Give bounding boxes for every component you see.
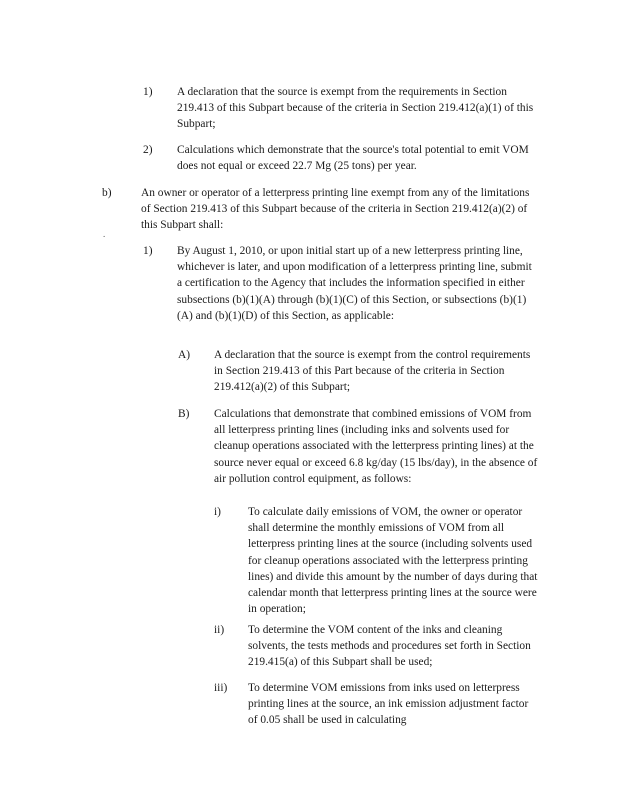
item-marker: ii) <box>214 624 225 636</box>
item-marker: b) <box>102 187 112 199</box>
item-text: By August 1, 2010, or upon initial start up of a new letterpress printing line, whichever is later, and upon modification of a letterpress printing line, submit a certification to the Agency that includes the information specified in either subsections (b)(1)(A) through (b)(1)(C) of this Section, or subsections (b)(1)(A) and (b)(1)(D) of this Section, as applicable: <box>177 245 532 322</box>
margin-dot: . <box>103 229 106 239</box>
item-text: To determine the VOM content of the inks and cleaning solvents, the tests methods and procedures set forth in Section 219.415(a) of this Subpart shall be used; <box>248 624 531 669</box>
item-text: Calculations that demonstrate that combined emissions of VOM from all letterpress printing lines (including inks and solvents used for cleanup operations associated with the letterpress printing lines) at the source never equal or exceed 6.8 kg/day (15 lbs/day), in the absence of air pollution control equipment, as follows: <box>214 408 538 485</box>
item-text: An owner or operator of a letterpress printing line exempt from any of the limitations of Section 219.413 of this Subpart because of the criteria in Section 219.412(a)(2) of this Subpart shall: <box>141 187 530 232</box>
item-text: To calculate daily emissions of VOM, the owner or operator shall determine the monthly emissions of VOM from all letterpress printing lines at the source (including solvents used for cleanup operations associated with the letterpress printing lines) and divide this amount by the number of days during that calendar month that letterpress printing lines at the source were in operation; <box>248 506 538 616</box>
item-marker: 1) <box>143 86 153 98</box>
item-marker: iii) <box>214 682 228 694</box>
item-marker: i) <box>214 506 221 518</box>
item-marker: 1) <box>143 245 153 257</box>
item-marker: A) <box>178 349 191 361</box>
item-text: A declaration that the source is exempt from the control requirements in Section 219.413 of this Part because of the criteria in Section 219.412(a)(2) of this Subpart; <box>214 349 531 394</box>
item-marker: 2) <box>143 144 153 156</box>
item-text: A declaration that the source is exempt from the requirements in Section 219.413 of this Subpart because of the criteria in Section 219.412(a)(1) of this Subpart; <box>177 86 534 131</box>
item-text: To determine VOM emissions from inks used on letterpress printing lines at the source, an ink emission adjustment factor of 0.05 shall be used in calculating <box>248 682 529 727</box>
item-marker: B) <box>178 408 190 420</box>
item-text: Calculations which demonstrate that the source's total potential to emit VOM does not equal or exceed 22.7 Mg (25 tons) per year. <box>177 144 529 173</box>
